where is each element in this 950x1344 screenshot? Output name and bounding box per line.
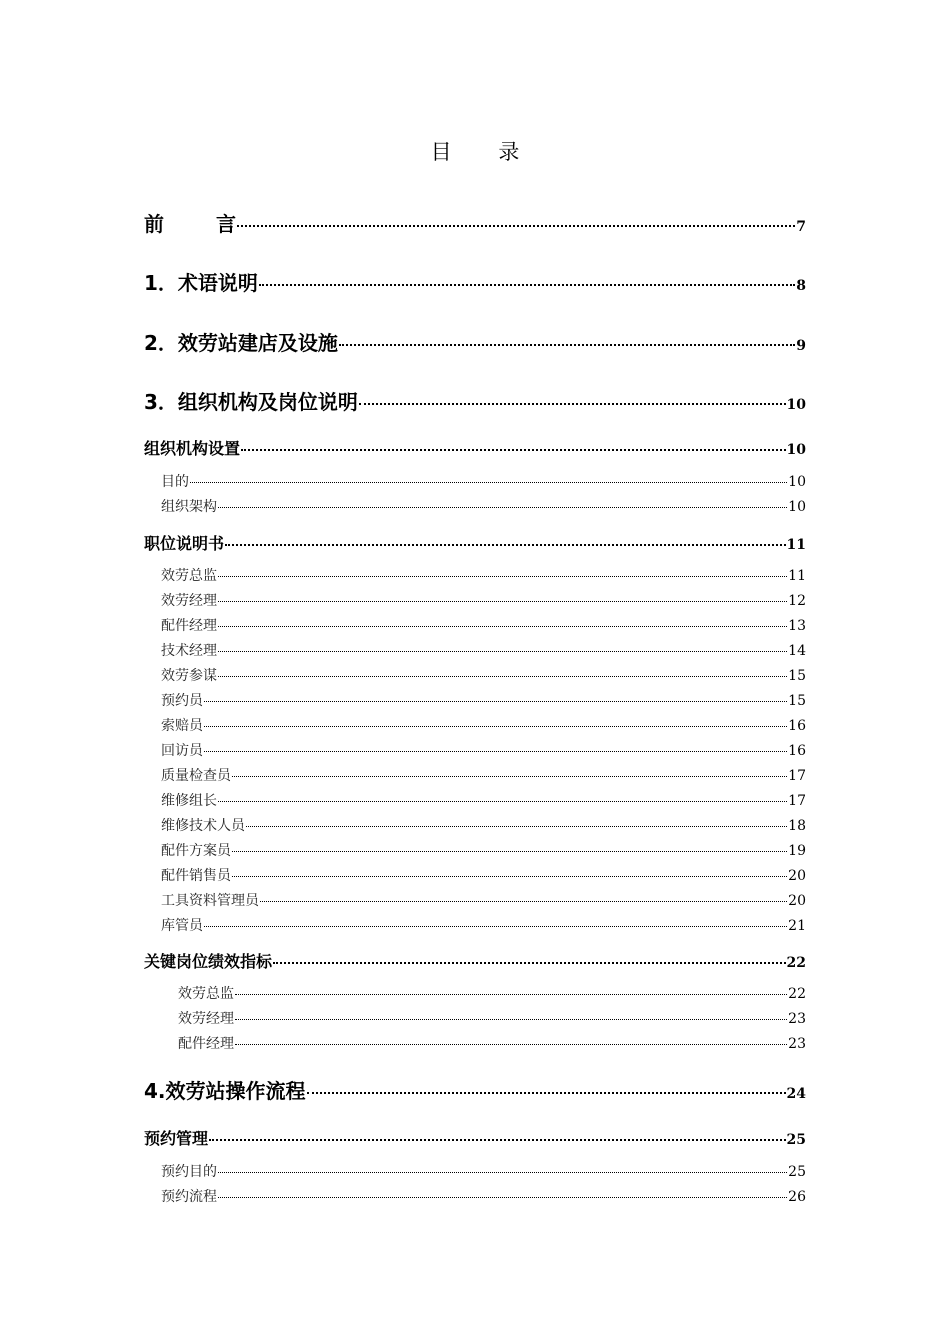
dot-leader xyxy=(204,751,787,752)
dot-leader xyxy=(218,576,787,577)
dot-leader xyxy=(235,1019,787,1020)
toc-page-number: 9 xyxy=(796,338,806,354)
toc-entry-label: 效劳总监 xyxy=(161,568,217,584)
toc-entry-label: 工具资料管理员 xyxy=(161,893,259,909)
toc-entry-label: 维修组长 xyxy=(161,793,217,809)
toc-page-number: 15 xyxy=(788,693,806,709)
dot-leader xyxy=(225,544,786,546)
toc-page-number: 10 xyxy=(788,474,806,490)
dot-leader xyxy=(218,626,787,627)
toc-entry-label: 前 言 xyxy=(144,212,236,236)
toc-page-number: 17 xyxy=(788,768,806,784)
toc-page-number: 19 xyxy=(788,843,806,859)
dot-leader xyxy=(204,726,787,727)
toc-page-number: 25 xyxy=(786,1132,806,1148)
dot-leader xyxy=(218,801,787,802)
dot-leader xyxy=(204,926,787,927)
dot-leader xyxy=(218,676,787,677)
toc-entry-label: 1．术语说明 xyxy=(144,271,258,295)
toc-entry-booking-process[interactable] xyxy=(161,1186,806,1206)
toc-entry-repair-team-leader[interactable] xyxy=(161,790,806,810)
toc-entry-kpi[interactable] xyxy=(144,949,806,972)
dot-leader xyxy=(218,507,787,508)
toc-page-number: 10 xyxy=(786,397,806,413)
toc-page-number: 7 xyxy=(796,219,806,235)
toc-page-number: 22 xyxy=(786,955,806,971)
toc-entry-org-chart[interactable] xyxy=(161,496,806,516)
dot-leader xyxy=(235,1044,787,1045)
toc-page-number: 10 xyxy=(786,442,806,458)
toc-entry-service-manager[interactable] xyxy=(161,590,806,610)
toc-entry-follow-up-clerk[interactable] xyxy=(161,740,806,760)
toc-page-number: 16 xyxy=(788,718,806,734)
toc-entry-label: 配件销售员 xyxy=(161,868,231,884)
dot-leader xyxy=(190,482,787,483)
toc-page-number: 24 xyxy=(786,1086,806,1102)
toc-page-number: 23 xyxy=(788,1011,806,1027)
toc-page-number: 11 xyxy=(788,568,806,584)
toc-entry-label: 配件经理 xyxy=(161,618,217,634)
toc-entry-label: 预约流程 xyxy=(161,1189,217,1205)
toc-entry-terminology[interactable] xyxy=(144,267,806,296)
toc-entry-service-advisor[interactable] xyxy=(161,665,806,685)
dot-leader xyxy=(260,901,787,902)
toc-page-number: 22 xyxy=(788,986,806,1002)
dot-leader xyxy=(273,962,786,964)
toc-entry-repair-technician[interactable] xyxy=(161,815,806,835)
toc-entry-label: 效劳经理 xyxy=(161,593,217,609)
dot-leader xyxy=(232,776,787,777)
toc-entry-label: 效劳总监 xyxy=(178,986,234,1002)
toc-entry-label: 回访员 xyxy=(161,743,203,759)
toc-entry-quality-inspector[interactable] xyxy=(161,765,806,785)
toc-entry-station-setup[interactable] xyxy=(144,327,806,356)
toc-entry-warehouse-keeper[interactable] xyxy=(161,915,806,935)
toc-entry-label: 预约目的 xyxy=(161,1164,217,1180)
dot-leader xyxy=(232,876,787,877)
toc-entry-label: 4.效劳站操作流程 xyxy=(144,1079,306,1103)
toc-entry-label: 目的 xyxy=(161,474,189,490)
toc-page-number: 25 xyxy=(788,1164,806,1180)
toc-page-number: 12 xyxy=(788,593,806,609)
toc-entry-label: 技术经理 xyxy=(161,643,217,659)
toc-page-number: 15 xyxy=(788,668,806,684)
toc-entry-parts-salesperson[interactable] xyxy=(161,865,806,885)
toc-entry-job-descriptions[interactable] xyxy=(144,531,806,554)
toc-entry-booking-clerk[interactable] xyxy=(161,690,806,710)
toc-page-number: 13 xyxy=(788,618,806,634)
toc-entry-parts-manager[interactable] xyxy=(161,615,806,635)
toc-entry-label: 2．效劳站建店及设施 xyxy=(144,331,338,355)
toc-entry-purpose[interactable] xyxy=(161,471,806,491)
dot-leader xyxy=(218,651,787,652)
toc-entry-booking-management[interactable] xyxy=(144,1126,806,1149)
dot-leader xyxy=(359,403,786,405)
toc-entry-operations[interactable] xyxy=(144,1075,806,1104)
toc-page-number: 23 xyxy=(788,1036,806,1052)
toc-entry-label: 预约管理 xyxy=(144,1129,209,1148)
dot-leader xyxy=(232,851,787,852)
dot-leader xyxy=(218,1197,787,1198)
dot-leader xyxy=(307,1092,786,1094)
toc-title: 目 录 xyxy=(430,140,540,164)
toc-page-number: 21 xyxy=(788,918,806,934)
dot-leader xyxy=(204,701,787,702)
toc-entry-kpi-service-manager[interactable] xyxy=(178,1008,806,1028)
toc-entry-label: 职位说明书 xyxy=(144,534,225,553)
dot-leader xyxy=(235,994,787,995)
toc-entry-booking-purpose[interactable] xyxy=(161,1161,806,1181)
toc-entry-label: 关键岗位绩效指标 xyxy=(144,952,273,971)
toc-entry-technical-manager[interactable] xyxy=(161,640,806,660)
dot-leader xyxy=(246,826,787,827)
toc-entry-label: 预约员 xyxy=(161,693,203,709)
dot-leader xyxy=(237,225,795,227)
toc-entry-label: 库管员 xyxy=(161,918,203,934)
toc-page-number: 20 xyxy=(788,868,806,884)
dot-leader xyxy=(209,1139,786,1141)
toc-entry-label: 质量检查员 xyxy=(161,768,231,784)
toc-page-number: 8 xyxy=(796,278,806,294)
toc-entry-org-setup[interactable] xyxy=(144,436,806,459)
toc-page-number: 16 xyxy=(788,743,806,759)
dot-leader xyxy=(259,284,795,286)
toc-entry-label: 维修技术人员 xyxy=(161,818,245,834)
toc-entry-kpi-service-director[interactable] xyxy=(178,983,806,1003)
toc-entry-label: 组织机构设置 xyxy=(144,439,241,458)
toc-page-number: 14 xyxy=(788,643,806,659)
toc-entry-label: 组织架构 xyxy=(161,499,217,515)
dot-leader xyxy=(339,344,795,346)
toc-page-number: 10 xyxy=(788,499,806,515)
dot-leader xyxy=(241,449,786,451)
toc-entry-label: 效劳参谋 xyxy=(161,668,217,684)
toc-entry-service-director[interactable] xyxy=(161,565,806,585)
toc-entry-label: 索赔员 xyxy=(161,718,203,734)
dot-leader xyxy=(218,1172,787,1173)
toc-entry-claims-clerk[interactable] xyxy=(161,715,806,735)
toc-entry-organization[interactable] xyxy=(144,386,806,415)
toc-entry-kpi-parts-manager[interactable] xyxy=(178,1033,806,1053)
toc-entry-label: 效劳经理 xyxy=(178,1011,234,1027)
toc-entry-label: 配件经理 xyxy=(178,1036,234,1052)
toc-entry-label: 配件方案员 xyxy=(161,843,231,859)
toc-page-number: 18 xyxy=(788,818,806,834)
toc-page-number: 11 xyxy=(786,537,806,553)
toc-page-number: 20 xyxy=(788,893,806,909)
toc-entry-parts-planner[interactable] xyxy=(161,840,806,860)
toc-entry-label: 3．组织机构及岗位说明 xyxy=(144,390,358,414)
toc-page-number: 26 xyxy=(788,1189,806,1205)
dot-leader xyxy=(218,601,787,602)
toc-entry-preface[interactable] xyxy=(144,208,806,237)
toc-entry-tools-admin[interactable] xyxy=(161,890,806,910)
toc-page-number: 17 xyxy=(788,793,806,809)
